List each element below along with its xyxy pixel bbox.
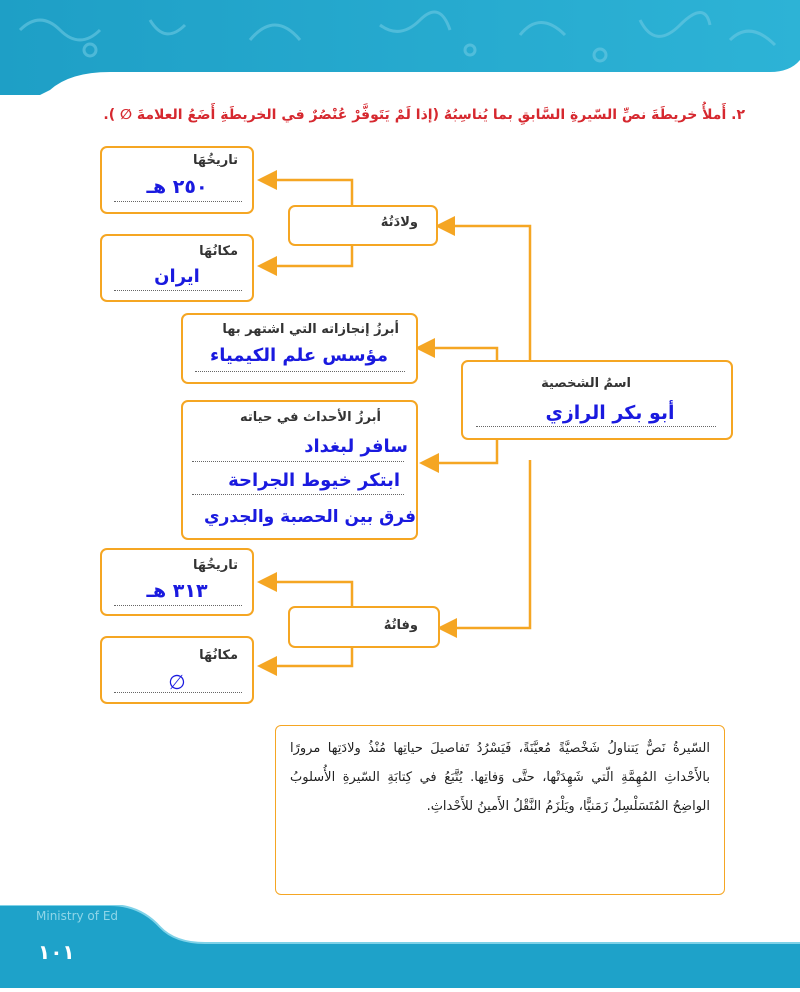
death-label: وفاتُهُ bbox=[383, 618, 418, 633]
center-label: اسمُ الشخصية bbox=[541, 376, 631, 391]
center-node bbox=[461, 360, 733, 440]
death-date-label: تاريخُهَا bbox=[193, 558, 238, 573]
birth-label: ولادَتُهُ bbox=[380, 215, 418, 230]
birth-place-label: مكانُهَا bbox=[199, 244, 238, 259]
events-item-2[interactable]: ابتكر خيوط الجراحة bbox=[228, 470, 400, 491]
center-line bbox=[476, 426, 716, 427]
death-place-value[interactable]: ∅ bbox=[168, 670, 186, 694]
birth-place-value[interactable]: ايران bbox=[154, 266, 200, 287]
events-item-1[interactable]: سافر لبغداد bbox=[304, 436, 408, 457]
death-date-value[interactable]: ٣١٣ هـ bbox=[146, 580, 208, 602]
biography-info-box: السّيرةُ نَصٌّ يَتناولُ شَخْصيَّةً مُعيَّنَةً، فَيَسْرُدُ تَفاصيلَ حياتِها مُنْذُ ولادَتِها مرورًا بالأَحْداثِ المُهِمَّةِ الّتي شَهِدَتْها، حتَّى وَفاتِها. يُتَّبَعُ في كِتابَةِ السّيرةِ الأُسلوبُ الواضِحُ المُتَسَلْسِلُ زَمَنيًّا، ويَلْزَمُ النَّقْلُ الأَمينُ للأَحْداثِ. bbox=[275, 725, 725, 895]
events-line-1 bbox=[192, 461, 404, 462]
footer-banner-graphic bbox=[0, 905, 800, 988]
events-line-2 bbox=[192, 494, 404, 495]
achievements-value[interactable]: مؤسس علم الكيمياء bbox=[210, 345, 388, 366]
page-number: ١٠١ bbox=[38, 940, 75, 964]
footer-banner bbox=[0, 905, 800, 988]
birth-date-label: تاريخُهَا bbox=[193, 153, 238, 168]
events-label: أبرزُ الأحداث في حياته bbox=[239, 410, 381, 425]
achievements-line bbox=[195, 371, 405, 372]
birth-place-line bbox=[114, 290, 242, 291]
achievements-label: أبرزُ إنجازاته التي اشتهر بها bbox=[222, 322, 399, 337]
events-item-3[interactable]: فرق بين الحصبة والجدري bbox=[204, 507, 416, 527]
birth-date-line bbox=[114, 201, 242, 202]
ministry-watermark: Ministry of Ed bbox=[36, 909, 119, 923]
center-value[interactable]: أبو بكر الرازي bbox=[545, 402, 675, 424]
death-place-label: مكانُهَا bbox=[199, 648, 238, 663]
death-date-line bbox=[114, 605, 242, 606]
instruction-text: ٢. أَملأُ خريطَةَ نصِّ السّيرةِ السَّابقِ بما يُناسِبُهُ (إذا لَمْ يَتَوفَّرْ عُنْصُرٌ في الخريطَةِ أَضَعُ العلامةَ ∅ ). bbox=[103, 107, 745, 123]
death-place-line bbox=[114, 692, 242, 693]
birth-date-value[interactable]: ٢٥٠ هـ bbox=[146, 176, 208, 198]
